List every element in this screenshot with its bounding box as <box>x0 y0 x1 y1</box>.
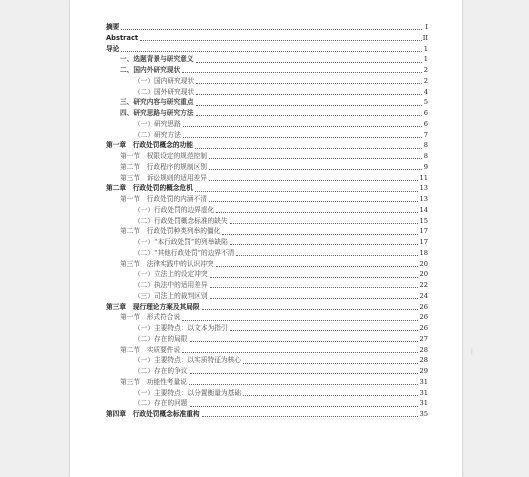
toc-entry-page: 1 <box>423 55 428 64</box>
dot-leader <box>121 29 422 30</box>
toc-entry-page: 15 <box>419 216 428 225</box>
toc-entry-title: （一）主要特点：以实质特征为核心 <box>134 356 241 365</box>
dot-leader <box>183 137 422 138</box>
dot-leader <box>236 255 418 256</box>
dot-leader <box>196 94 422 95</box>
toc-entry-title: （一）“本行政处罚”的列举缺陷 <box>134 238 228 246</box>
dot-leader <box>190 406 419 407</box>
toc-entry[interactable] <box>106 33 428 44</box>
toc-entry-title: 第二节 行政处罚种类列举的僵化 <box>120 227 221 236</box>
toc-entry[interactable] <box>106 44 428 55</box>
toc-entry-title: 第一节 形式符合说 <box>120 313 181 322</box>
dot-leader <box>210 298 419 299</box>
toc-entry[interactable] <box>106 205 428 216</box>
dot-leader <box>230 330 419 331</box>
toc-entry-title: （一）主要特点：以文本为指引 <box>134 324 228 332</box>
dot-leader <box>182 72 422 73</box>
toc-entry[interactable] <box>106 409 428 420</box>
toc-entry-page: 7 <box>423 130 428 139</box>
toc-entry-title: （一）研究思路 <box>134 119 181 128</box>
toc-entry[interactable] <box>106 280 428 291</box>
toc-entry[interactable] <box>106 162 428 173</box>
toc-entry[interactable] <box>106 173 428 184</box>
dot-leader <box>202 309 419 310</box>
dot-leader <box>230 244 419 245</box>
toc-entry[interactable] <box>106 345 428 356</box>
toc-entry-page: 18 <box>419 248 428 257</box>
toc-entry-page: 27 <box>419 334 428 343</box>
toc-entry[interactable] <box>106 194 428 205</box>
table-of-contents <box>106 22 428 420</box>
toc-entry-page: 14 <box>419 205 428 214</box>
toc-entry[interactable] <box>106 183 428 194</box>
toc-entry-page: 22 <box>419 281 428 289</box>
dot-leader <box>195 148 422 149</box>
dot-leader <box>183 126 422 127</box>
dot-leader <box>243 395 418 396</box>
toc-entry[interactable] <box>106 323 428 334</box>
toc-entry-title: （一）主要特点：以分置衡量为基础 <box>134 388 241 397</box>
dot-leader <box>243 363 418 364</box>
toc-entry[interactable] <box>106 302 428 313</box>
toc-entry[interactable] <box>106 291 428 302</box>
toc-entry-page: 6 <box>423 109 428 117</box>
toc-entry[interactable] <box>106 312 428 323</box>
toc-entry-title: （一）行政处罚的边界虚化 <box>134 205 215 214</box>
dot-leader <box>230 223 419 224</box>
toc-entry[interactable] <box>106 65 428 76</box>
toc-entry-title: 四、研究思路与研究方法 <box>120 109 194 117</box>
toc-entry[interactable] <box>106 108 428 119</box>
toc-entry[interactable] <box>106 248 428 259</box>
dot-leader <box>190 373 419 374</box>
toc-entry-page: 29 <box>419 367 428 375</box>
toc-entry-title: 第二节 行政程序的规制区别 <box>120 162 207 171</box>
dot-leader <box>196 62 422 63</box>
toc-entry-page: 20 <box>419 259 428 268</box>
toc-entry-page: 5 <box>423 98 428 107</box>
toc-entry[interactable] <box>106 76 428 87</box>
dot-leader <box>140 40 422 41</box>
toc-entry-page: 26 <box>419 313 428 322</box>
dot-leader <box>210 287 419 288</box>
dot-leader <box>210 277 419 278</box>
toc-entry-page: 31 <box>419 377 428 386</box>
toc-entry-page: 17 <box>419 238 428 246</box>
dot-leader <box>195 191 419 192</box>
toc-entry-page: 1 <box>423 44 428 53</box>
toc-entry-title: （一）国内研究现状 <box>134 76 195 85</box>
toc-entry-title: （二）研究方法 <box>134 130 181 139</box>
toc-entry[interactable] <box>106 22 428 33</box>
toc-entry-page: 31 <box>419 399 428 408</box>
toc-entry-page: 26 <box>419 302 428 311</box>
toc-entry-title: （三）司法上的裁判区别 <box>134 291 208 300</box>
toc-entry-title: （二）存在的争议 <box>134 367 188 375</box>
dot-leader <box>209 158 422 159</box>
toc-entry-title: （二）行政处罚概念标准的缺失 <box>134 216 228 225</box>
toc-entry-title: 第四章 行政处罚概念标准重构 <box>106 410 200 418</box>
toc-entry-title: （二）存在的问题 <box>134 399 188 408</box>
toc-entry-page: 2 <box>423 66 428 74</box>
document-page <box>70 0 462 477</box>
toc-entry[interactable] <box>106 216 428 227</box>
toc-entry-title: 第一节 权限设定的规范控制 <box>120 152 207 160</box>
toc-entry-page: 20 <box>419 270 428 279</box>
toc-entry-title: 导论 <box>106 44 120 53</box>
toc-entry-page: 2 <box>423 76 428 85</box>
toc-entry-page: 17 <box>419 227 428 236</box>
toc-entry-title: （二）国外研究现状 <box>134 87 195 96</box>
toc-entry-title: 第三节 法律实践中的认识冲突 <box>120 259 214 268</box>
dot-leader <box>196 115 422 116</box>
dot-leader <box>196 105 422 106</box>
toc-entry-title: 一、选题背景与研究意义 <box>120 55 194 64</box>
toc-entry-title: 第一节 行政处罚的内涵不清 <box>120 195 207 203</box>
toc-entry-title: （一）立法上的设定冲突 <box>134 270 208 279</box>
toc-entry[interactable] <box>106 119 428 130</box>
toc-entry-title: 第三章 现行理论方案及其局限 <box>106 302 200 311</box>
toc-entry[interactable] <box>106 355 428 366</box>
toc-entry-title: 第二章 行政处罚的概念危机 <box>106 184 193 193</box>
toc-entry[interactable] <box>106 130 428 141</box>
toc-entry-page: 35 <box>419 410 428 418</box>
toc-entry[interactable] <box>106 366 428 377</box>
toc-entry-title: 摘要 <box>106 23 120 31</box>
dot-leader <box>209 180 419 181</box>
toc-entry[interactable] <box>106 87 428 98</box>
toc-entry-page: 24 <box>419 291 428 300</box>
toc-entry-title: 第一章 行政处罚概念的功能 <box>106 141 193 150</box>
dot-leader <box>190 341 419 342</box>
toc-entry-title: （二）执法中的适用差异 <box>134 281 208 289</box>
dot-leader <box>216 212 418 213</box>
dot-leader <box>209 201 419 202</box>
toc-entry-page: 26 <box>419 324 428 332</box>
toc-entry[interactable] <box>106 226 428 237</box>
toc-entry-title: （二）存在的局限 <box>134 334 188 343</box>
toc-entry[interactable] <box>106 140 428 151</box>
toc-entry-page: 28 <box>419 345 428 354</box>
dot-leader <box>182 320 418 321</box>
dot-leader <box>189 384 419 385</box>
toc-entry-page: 13 <box>419 195 428 203</box>
dot-leader <box>209 169 422 170</box>
toc-entry-page: 4 <box>423 87 428 96</box>
toc-entry-title: （二）“其他行政处罚”的边界不清 <box>134 248 235 257</box>
dot-leader <box>121 51 422 52</box>
toc-entry-page: 8 <box>423 152 428 160</box>
dot-leader <box>216 266 419 267</box>
toc-entry-page: 11 <box>419 173 428 182</box>
toc-entry-page: 6 <box>423 119 428 128</box>
toc-entry[interactable] <box>106 377 428 388</box>
toc-entry-page: I <box>425 23 428 31</box>
scroll-handle-icon[interactable]: ⋮ <box>469 348 475 355</box>
toc-entry[interactable] <box>106 388 428 399</box>
toc-entry[interactable] <box>106 269 428 280</box>
toc-entry-page: 8 <box>423 141 428 150</box>
toc-entry[interactable] <box>106 334 428 345</box>
toc-entry-title: 第三节 功能性考量说 <box>120 377 187 386</box>
toc-entry-page: 28 <box>419 356 428 365</box>
toc-entry[interactable] <box>106 237 428 248</box>
dot-leader <box>196 83 422 84</box>
toc-entry-title: 第二节 实质要件说 <box>120 345 181 354</box>
toc-entry[interactable] <box>106 151 428 162</box>
toc-entry-page: 31 <box>419 388 428 397</box>
toc-entry-title: 二、国内外研究现状 <box>120 66 181 74</box>
toc-entry[interactable] <box>106 259 428 270</box>
toc-entry-title: Abstract <box>106 33 139 42</box>
dot-leader <box>222 234 418 235</box>
toc-entry[interactable] <box>106 54 428 65</box>
dot-leader <box>202 416 419 417</box>
dot-leader <box>182 352 418 353</box>
toc-entry-page: 9 <box>423 162 428 171</box>
toc-entry-title: 三、研究内容与研究重点 <box>120 98 194 107</box>
toc-entry[interactable] <box>106 97 428 108</box>
toc-entry-page: 13 <box>419 184 428 193</box>
toc-entry[interactable] <box>106 398 428 409</box>
toc-entry-title: 第三节 诉讼规则的适用差异 <box>120 173 207 182</box>
toc-entry-page: II <box>422 33 428 42</box>
